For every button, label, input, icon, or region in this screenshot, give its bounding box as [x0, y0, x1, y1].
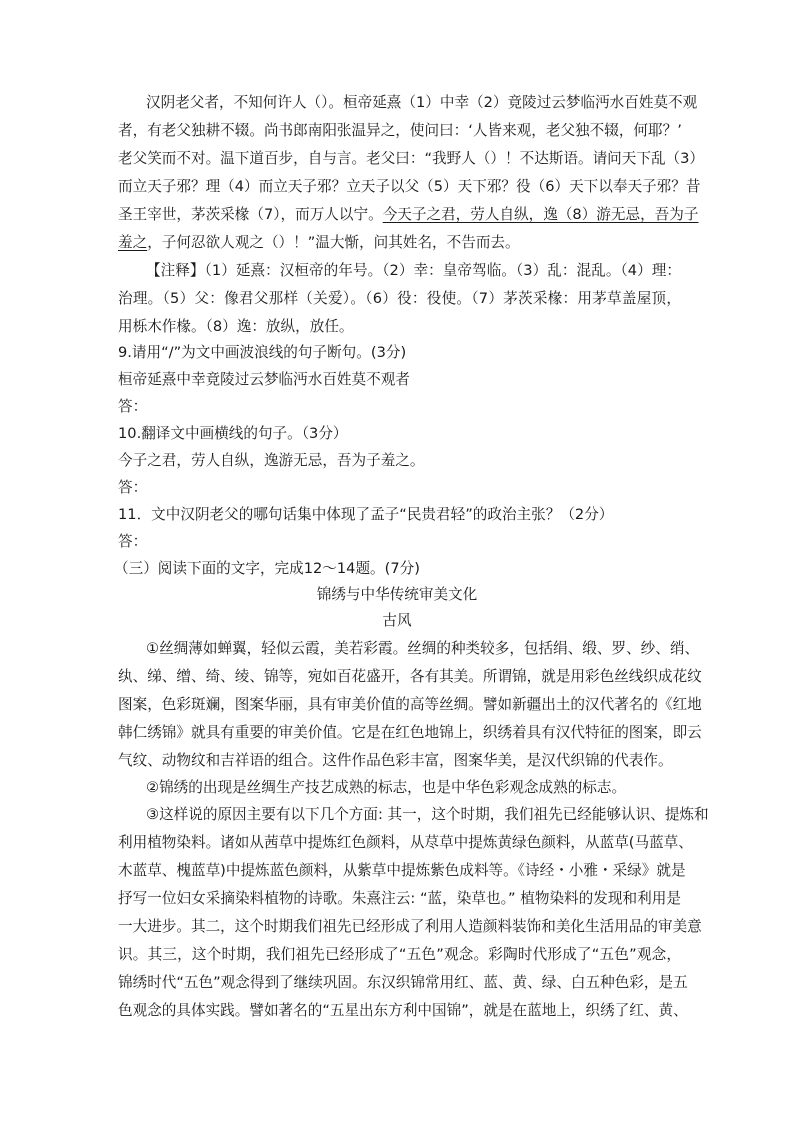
paragraph-1-line-3: 图案，色彩斑斓，图案华丽，具有审美价值的高等丝绸。譬如新疆出土的汉代著名的《红地	[118, 696, 702, 713]
passage-line-6-plain: ，子何忍欲人观之（）！”温大惭，问其姓名，不告而去。	[147, 234, 520, 251]
passage-line-4: 而立天子邪？理（4）而立天子邪？立天子以父（5）天下邪？役（6）天下以奉天子邪？昔	[118, 178, 701, 195]
paragraph-1-line-1: ①丝绸薄如蝉翼，轻似云霞，美若彩霞。丝绸的种类较多，包括绢、缎、罗、纱、绡、	[146, 640, 700, 657]
paragraph-1-line-5: 气纹、动物纹和吉祥语的组合。这件作品色彩丰富，图案华美，是汉代织锦的代表作。	[118, 752, 673, 769]
paragraph-3-line-3: 木蓝草、槐蓝草)中提炼蓝色颜料，从紫草中提炼紫色成料等。《诗经・小雅・采绿》就是	[118, 862, 686, 879]
underlined-sentence-end: 羞之	[118, 234, 148, 251]
passage-line-6	[118, 233, 520, 253]
paragraph-1-line-2: 纨、绨、缯、绮、绫、锦等，宛如百花盛开，各有其美。所谓锦，就是用彩色丝线织成花纹	[118, 668, 702, 685]
question-11: 11．文中汉阴老父的哪句话集中体现了孟子“民贵君轻”的政治主张？（2分）	[118, 506, 614, 523]
question-9-answer: 答：	[118, 398, 148, 415]
paragraph-3-line-1: ③这样说的原因主要有以下几个方面: 其一，这个时期，我们祖先已经能够认识、提炼和	[146, 806, 709, 823]
article-author: 古风	[382, 612, 412, 629]
paragraph-3-line-7: 锦绣时代“五色”观念得到了继续巩固。东汉织锦常用红、蓝、黄、绿、白五种色彩，是五	[118, 974, 688, 991]
question-10-sentence: 今子之君，劳人自纵，逸游无忌，吾为子羞之。	[118, 452, 425, 469]
passage-line-5	[118, 205, 698, 225]
notes-line-3: 用栎木作椽。（8）逸：放纵，放任。	[118, 318, 354, 335]
passage-line-2: 者，有老父独耕不辍。尚书郎南阳张温异之，使问曰：‘人皆来观，老父独不辍，何耶？’	[118, 122, 682, 139]
paragraph-1-line-4: 韩仁绣锦》就具有重要的审美价值。它是在红色地锦上，织绣着具有汉代特征的图案，即云	[118, 724, 702, 741]
underlined-sentence: 今天子之君，劳人自纵，逸（8）游无忌，吾为子	[382, 206, 699, 223]
question-10-answer: 答：	[118, 479, 148, 496]
article-title: 锦绣与中华传统审美文化	[316, 586, 478, 603]
question-11-answer: 答：	[118, 533, 148, 550]
question-9-sentence: 桓帝延熹中幸竟陵过云梦临沔水百姓莫不观者	[118, 371, 410, 388]
notes-line-1: 【注释】（1）延熹：汉桓帝的年号。（2）幸：皇帝驾临。（3）乱：混乱。（4）理：	[146, 262, 681, 279]
paragraph-3-line-6: 识。其三，这个时期，我们祖先已经形成了“五色”观念。彩陶时代形成了“五色”观念，	[118, 946, 681, 963]
section-3-heading: （三）阅读下面的文字，完成12～14题。(7分)	[114, 560, 420, 577]
question-10: 10.翻译文中画横线的句子。（3分）	[118, 425, 348, 442]
paragraph-3-line-2: 利用植物染料。诸如从茜草中提炼红色颜料，从荩草中提炼黄绿色颜料，从蓝草(马蓝草、	[118, 834, 693, 851]
passage-line-3: 老父笑而不对。温下道百步，自与言。老父曰：“我野人（）！不达斯语。请问天下乱（3）	[118, 150, 705, 167]
paragraph-2: ②锦绣的出现是丝绸生产技艺成熟的标志，也是中华色彩观念成熟的标志。	[146, 779, 627, 796]
paragraph-3-line-8: 色观念的具体实践。譬如著名的“五星出东方利中国锦”，就是在蓝地上，织绣了红、黄、	[118, 1002, 688, 1019]
question-9: 9.请用“/”为文中画波浪线的句子断句。(3分)	[118, 344, 407, 361]
passage-line-1: 汉阴老父者，不知何许人（）。桓帝延熹（1）中幸（2）竟陵过云梦临沔水百姓莫不观	[146, 94, 698, 111]
paragraph-3-line-4: 抒写一位妇女采摘染料植物的诗歌。朱熹注云: “蓝，染草也。” 植物染料的发现和利用是	[118, 890, 681, 907]
passage-line-5-plain: 圣王宰世，茅茨采椽（7），而万人以宁。	[118, 206, 383, 223]
notes-line-2: 治理。（5）父：像君父那样（关爱）。（6）役：役使。（7）茅茨采椽：用茅草盖屋顶，	[118, 290, 681, 307]
paragraph-3-line-5: 一大进步。其二，这个时期我们祖先已经形成了利用人造颜料装饰和美化生活用品的审美意	[118, 918, 702, 935]
